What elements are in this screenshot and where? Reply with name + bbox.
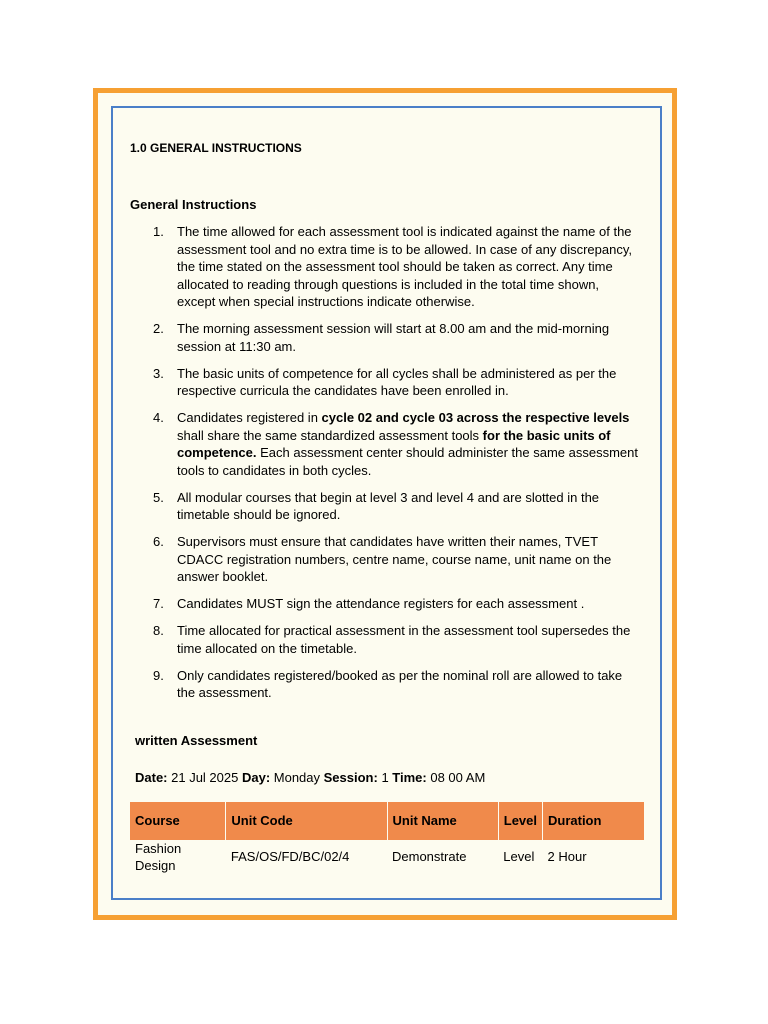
time-label: Time: [392,770,427,785]
instruction-item [130,667,640,702]
day-label: Day: [241,770,271,785]
instruction-number: 1. [153,224,164,239]
instruction-item [130,622,640,657]
instruction-text: Each assessment center should administer the same assessment tools to candidates in both cycles. [177,445,638,478]
assessment-table [130,802,645,875]
table-cell: FAS/OS/FD/BC/02/4 [230,849,350,865]
instruction-number: 9. [153,667,164,683]
instruction-text: All modular courses that begin at level 3 and level 4 and are slotted in the timetable should be ignored. [177,489,600,522]
instruction-text: shall share the same standardized assessment tools [177,427,483,443]
instruction-text: Supervisors must ensure that candidates have written their names, TVET CDACC registration numbers, centre name, course name, unit name on the answer booklet. [177,534,612,584]
document-body [130,140,640,875]
instruction-item [130,365,640,400]
instruction-number: 2. [153,321,164,336]
general-instructions-title: General Instructions [130,196,257,212]
session-value: 1 [377,770,393,785]
instruction-number: 3. [153,365,164,381]
instruction-text: The basic units of competence for all cycles shall be administered as per the respective curricula the candidates have been enrolled in. [177,365,617,398]
instruction-text: Candidates MUST sign the attendance registers for each assessment . [177,596,585,611]
instruction-text: Candidates registered in [177,410,322,425]
table-header-cell: Unit Code [226,802,387,840]
instruction-text: Only candidates registered/booked as per the nominal roll are allowed to take the assessment. [177,667,623,700]
table-header-cell: Unit Name [387,802,498,840]
assessment-meta [135,769,640,787]
session-label: Session: [323,770,378,785]
instruction-text: Time allocated for practical assessment in the assessment tool supersedes the time allocated on the timetable. [177,623,631,656]
instruction-text: for the basic units of competence. [177,427,611,460]
table-cell: Level [503,849,535,865]
instruction-text: cycle 02 and cycle 03 across the respective levels [321,410,630,425]
table-header-row [130,802,645,840]
instruction-number: 8. [153,623,164,638]
instruction-item [130,320,640,355]
instruction-number: 7. [153,596,164,611]
table-cell: Fashion Design [135,840,182,873]
instruction-text: The morning assessment session will start at 8.00 am and the mid-morning session at 11:30 am. [177,321,610,354]
instruction-text: The time allowed for each assessment tool is indicated against the name of the assessment tool and no extra time is to be allowed. In case of any discrepancy, the time stated on the assessment tool should be taken as correct. Any time allocated to reading through questions is included in the total time shown, except when special instructions indicate otherwise. [177,224,632,309]
instruction-item [130,223,640,311]
instruction-number: 6. [153,534,164,549]
instruction-item [130,595,640,613]
table-row [130,840,645,875]
date-value: 21 Jul 2025 [167,770,242,785]
written-assessment-title: written Assessment [135,732,258,748]
date-label: Date: [135,770,168,785]
table-cell: 2 Hour [547,849,587,865]
time-value: 08 00 AM [426,770,486,785]
table-cell: Demonstrate [392,849,467,865]
instruction-item [130,489,640,524]
table-body [130,840,645,875]
table-header-cell: Level [498,802,542,840]
day-value: Monday [270,770,324,785]
instruction-item [130,409,640,479]
instruction-item [130,533,640,586]
instruction-number: 5. [153,489,164,505]
table-header-cell: Duration [543,802,645,840]
instructions-list [130,223,640,702]
table-header-cell: Course [130,802,226,840]
instruction-number: 4. [153,410,164,425]
section-title: 1.0 GENERAL INSTRUCTIONS [130,141,302,155]
